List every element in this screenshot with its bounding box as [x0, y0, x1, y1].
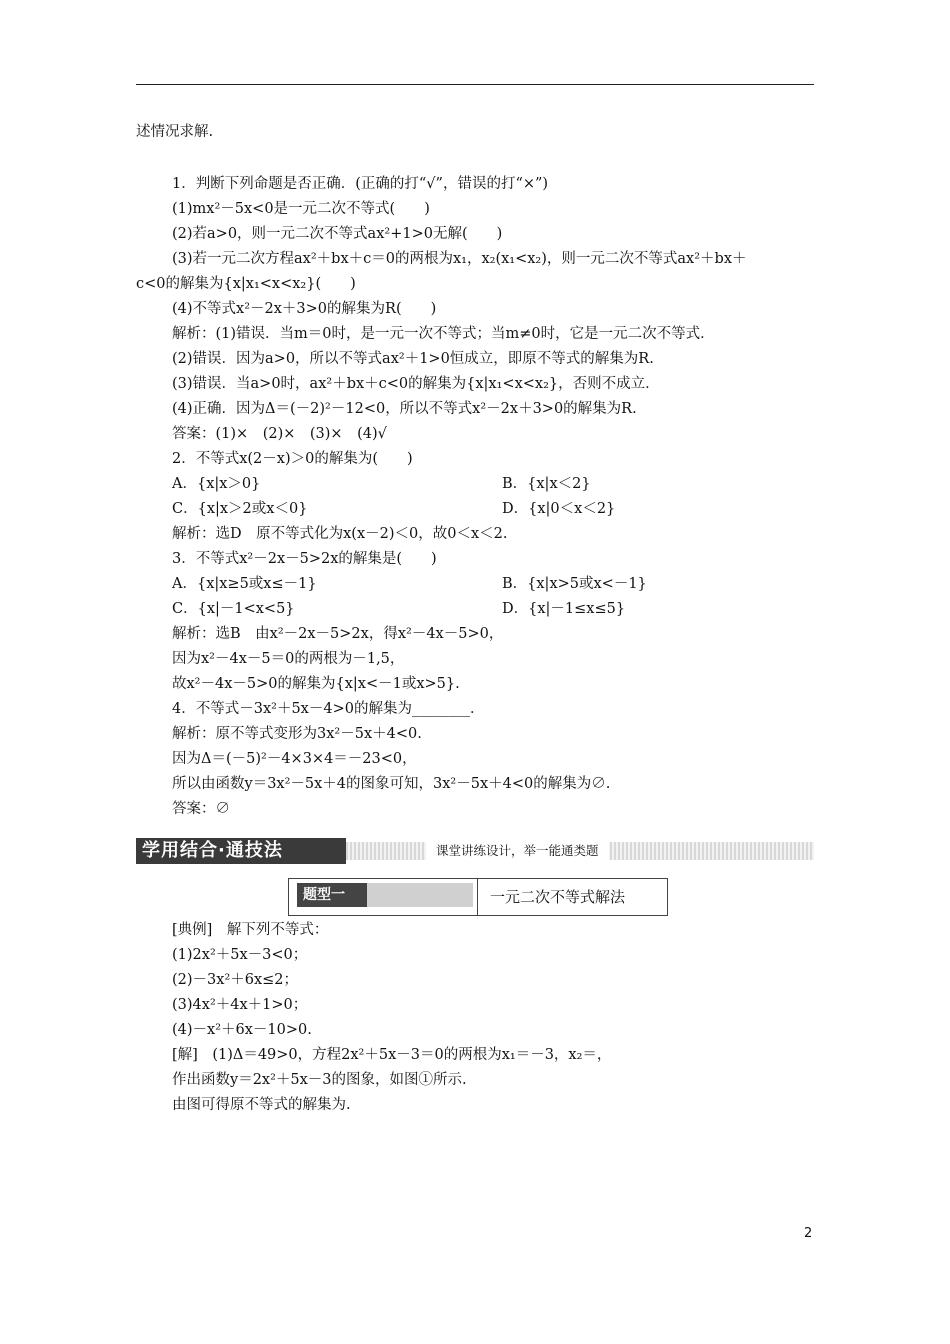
banner-title: 学用结合·通技法 — [136, 838, 346, 864]
q2-option-d: D．{x|0＜x＜2} — [502, 501, 616, 517]
q3-option-d: D．{x|－1≤x≤5} — [502, 601, 626, 617]
q4-analysis-1: 解析：原不等式变形为3x²－5x＋4<0. — [172, 726, 422, 742]
q1-stem: 1．判断下列命题是否正确．(正确的打“√”，错误的打“×”) — [172, 176, 549, 192]
example-stem: [典例] 解下列不等式： — [172, 922, 329, 938]
example-item-3: (3)4x²＋4x＋1>0； — [172, 997, 308, 1013]
q3-analysis-3: 故x²－4x－5>0的解集为{x|x<－1或x>5}. — [172, 676, 460, 692]
q3-analysis-2: 因为x²－4x－5＝0的两根为－1,5， — [172, 651, 405, 667]
q1-analysis-4: (4)正确．因为Δ＝(－2)²－12<0，所以不等式x²－2x＋3>0的解集为R. — [172, 401, 637, 417]
q1-item-4: (4)不等式x²－2x＋3>0的解集为R( ) — [172, 301, 437, 317]
q1-item-2: (2)若a>0，则一元二次不等式ax²+1>0无解( ) — [172, 226, 503, 242]
q4-analysis-2: 因为Δ＝(－5)²－4×3×4＝－23<0， — [172, 751, 417, 767]
header-rule — [136, 84, 814, 85]
solution-line-3: 由图可得原不等式的解集为. — [172, 1097, 351, 1113]
q4-stem: 4．不等式－3x²＋5x－4>0的解集为________． — [172, 701, 485, 717]
type-tag: 题型一 — [297, 883, 367, 907]
section-banner — [136, 838, 814, 864]
q1-item-3-cont: c<0的解集为{x|x₁<x<x₂}( ) — [136, 276, 356, 292]
q4-answer: 答案：∅ — [172, 801, 230, 817]
q3-stem: 3．不等式x²－2x－5>2x的解集是( ) — [172, 551, 437, 567]
question-type-box — [288, 878, 668, 916]
q1-analysis-1: 解析：(1)错误．当m＝0时，是一元一次不等式；当m≠0时，它是一元二次不等式． — [172, 326, 715, 342]
solution-line-1: [解] (1)Δ＝49>0，方程2x²＋5x－3＝0的两根为x₁＝－3，x₂＝， — [172, 1047, 612, 1063]
q1-item-3: (3)若一元二次方程ax²＋bx＋c＝0的两根为x₁，x₂(x₁<x₂)，则一元二次不等式ax²＋bx＋ — [172, 251, 747, 267]
banner-subtitle: 课堂讲练设计，举一能通类题 — [426, 842, 609, 860]
q3-analysis-1: 解析：选B 由x²－2x－5>2x，得x²－4x－5>0， — [172, 626, 504, 642]
q2-analysis: 解析：选D 原不等式化为x(x－2)＜0，故0＜x＜2. — [172, 526, 508, 542]
example-item-2: (2)－3x²＋6x≤2； — [172, 972, 299, 988]
q2-option-a: A．{x|x＞0} — [172, 476, 261, 492]
q2-option-c: C．{x|x＞2或x＜0} — [172, 501, 308, 517]
q1-analysis-3: (3)错误．当a>0时，ax²＋bx＋c<0的解集为{x|x₁<x<x₂}，否则不成立． — [172, 376, 660, 392]
page-number: 2 — [804, 1226, 813, 1241]
type-tag-frame — [288, 878, 478, 916]
q2-stem: 2．不等式x(2－x)＞0的解集为( ) — [172, 451, 413, 467]
example-item-1: (1)2x²＋5x－3<0； — [172, 947, 308, 963]
q4-analysis-3: 所以由函数y＝3x²－5x＋4的图象可知，3x²－5x＋4<0的解集为∅. — [172, 776, 611, 792]
example-item-4: (4)－x²＋6x－10>0. — [172, 1022, 312, 1038]
q1-answer: 答案：(1)× (2)× (3)× (4)√ — [172, 426, 387, 442]
intro-text: 述情况求解. — [136, 124, 214, 140]
type-title: 一元二次不等式解法 — [478, 878, 668, 916]
q2-option-b: B．{x|x＜2} — [502, 476, 591, 492]
type-tag-bar — [297, 883, 473, 907]
q1-analysis-2: (2)错误．因为a>0，所以不等式ax²＋1>0恒成立，即原不等式的解集为R. — [172, 351, 654, 367]
solution-line-2: 作出函数y＝2x²＋5x－3的图象，如图①所示. — [172, 1072, 467, 1088]
q3-option-b: B．{x|x>5或x<－1} — [502, 576, 647, 592]
q3-option-c: C．{x|－1<x<5} — [172, 601, 295, 617]
q3-option-a: A．{x|x≥5或x≤－1} — [172, 576, 317, 592]
q1-item-1: (1)mx²－5x<0是一元二次不等式( ) — [172, 201, 430, 217]
